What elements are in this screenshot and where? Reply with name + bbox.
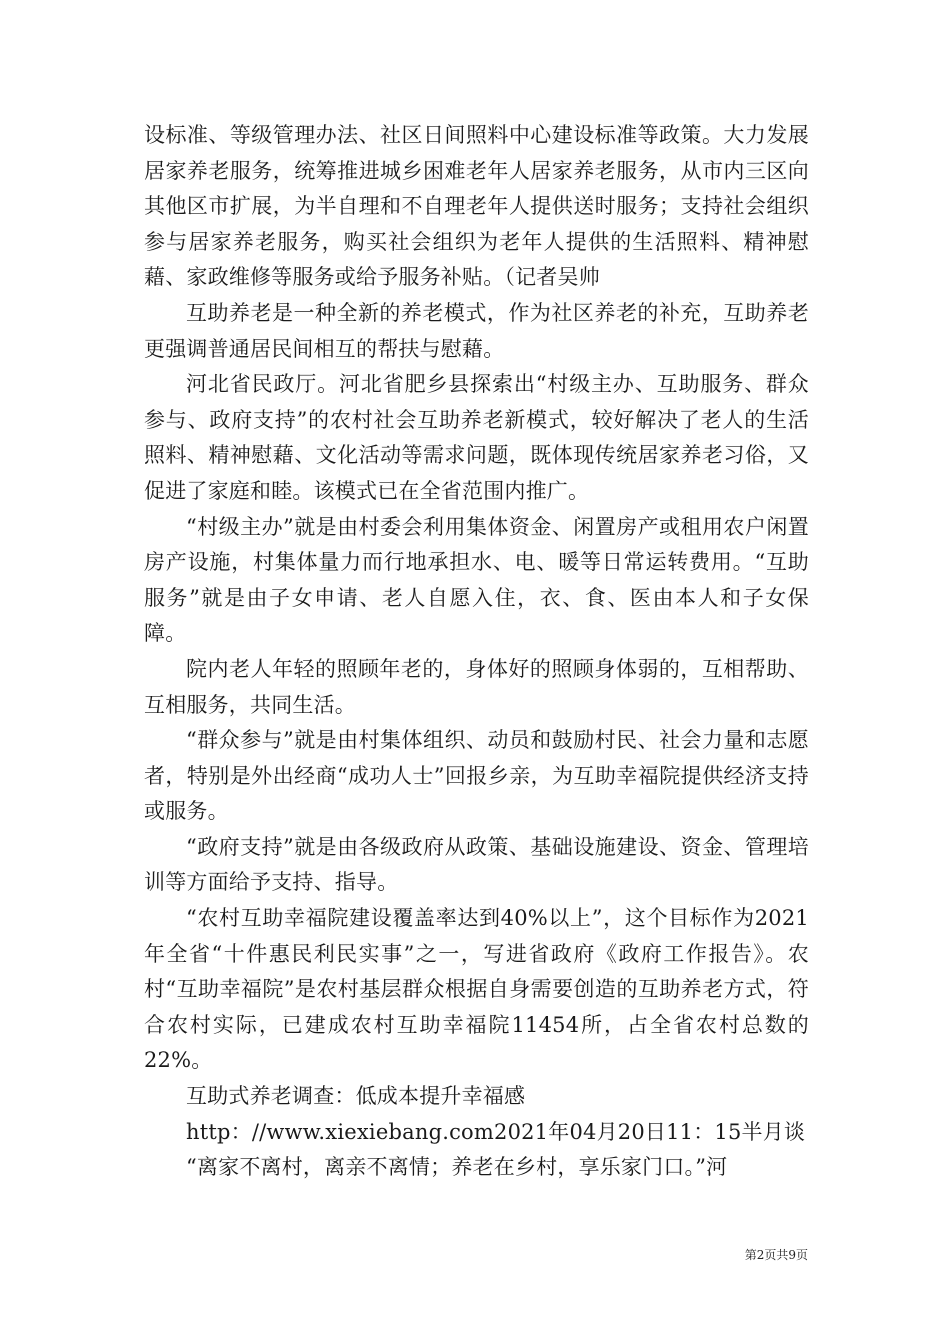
paragraph: “离家不离村，离亲不离情；养老在乡村，享乐家门口。”河	[186, 1155, 728, 1180]
paragraph: 院内老人年轻的照顾年老的，身体好的照顾身体弱的，互相帮助、互相服务，共同生活。	[144, 656, 809, 717]
paragraph: 河北省民政厅。河北省肥乡县探索出“村级主办、互助服务、群众参与、政府支持”的农村社会互助养老新模式，较好解决了老人的生活照料、精神慰藉、文化活动等需求问题，既体现传统居家养老习俗，又促进了家庭和睦。该模式已在全省范围内推广。	[144, 372, 809, 503]
paragraph: “农村互助幸福院建设覆盖率达到40%以上”，这个目标作为2021年全省“十件惠民利民实事”之一，写进省政府《政府工作报告》。农村“互助幸福院”是农村基层群众根据自身需要创造的互助养老方式，符合农村实际，已建成农村互助幸福院11454所，占全省农村总数的22%。	[144, 906, 809, 1073]
paragraph: “政府支持”就是由各级政府从政策、基础设施建设、资金、管理培训等方面给予支持、指导。	[144, 834, 809, 895]
paragraph: “村级主办”就是由村委会利用集体资金、闲置房产或租用农户闲置房产设施，村集体量力而行地承担水、电、暖等日常运转费用。“互助服务”就是由子女申请、老人自愿入住，衣、食、医由本人和子女保障。	[144, 514, 809, 646]
section-heading: 互助式养老调查：低成本提升幸福感	[186, 1084, 526, 1109]
paragraph: “群众参与”就是由村集体组织、动员和鼓励村民、社会力量和志愿者，特别是外出经商“成功人士”回报乡亲，为互助幸福院提供经济支持或服务。	[144, 728, 809, 824]
document-body	[144, 118, 809, 1186]
source-line: http：//www.xiexiebang.com2021年04月20日11：15半月谈	[186, 1119, 806, 1144]
page-number-footer: 第2页共9页	[744, 1248, 808, 1262]
paragraph: 互助养老是一种全新的养老模式，作为社区养老的补充，互助养老更强调普通居民间相互的帮扶与慰藉。	[144, 300, 809, 361]
paragraph: 设标准、等级管理办法、社区日间照料中心建设标准等政策。大力发展居家养老服务，统筹推进城乡困难老年人居家养老服务，从市内三区向其他区市扩展，为半自理和不自理老年人提供送时服务；支持社会组织参与居家养老服务，购买社会组织为老年人提供的生活照料、精神慰藉、家政维修等服务或给予服务补贴。（记者吴帅	[144, 123, 809, 290]
